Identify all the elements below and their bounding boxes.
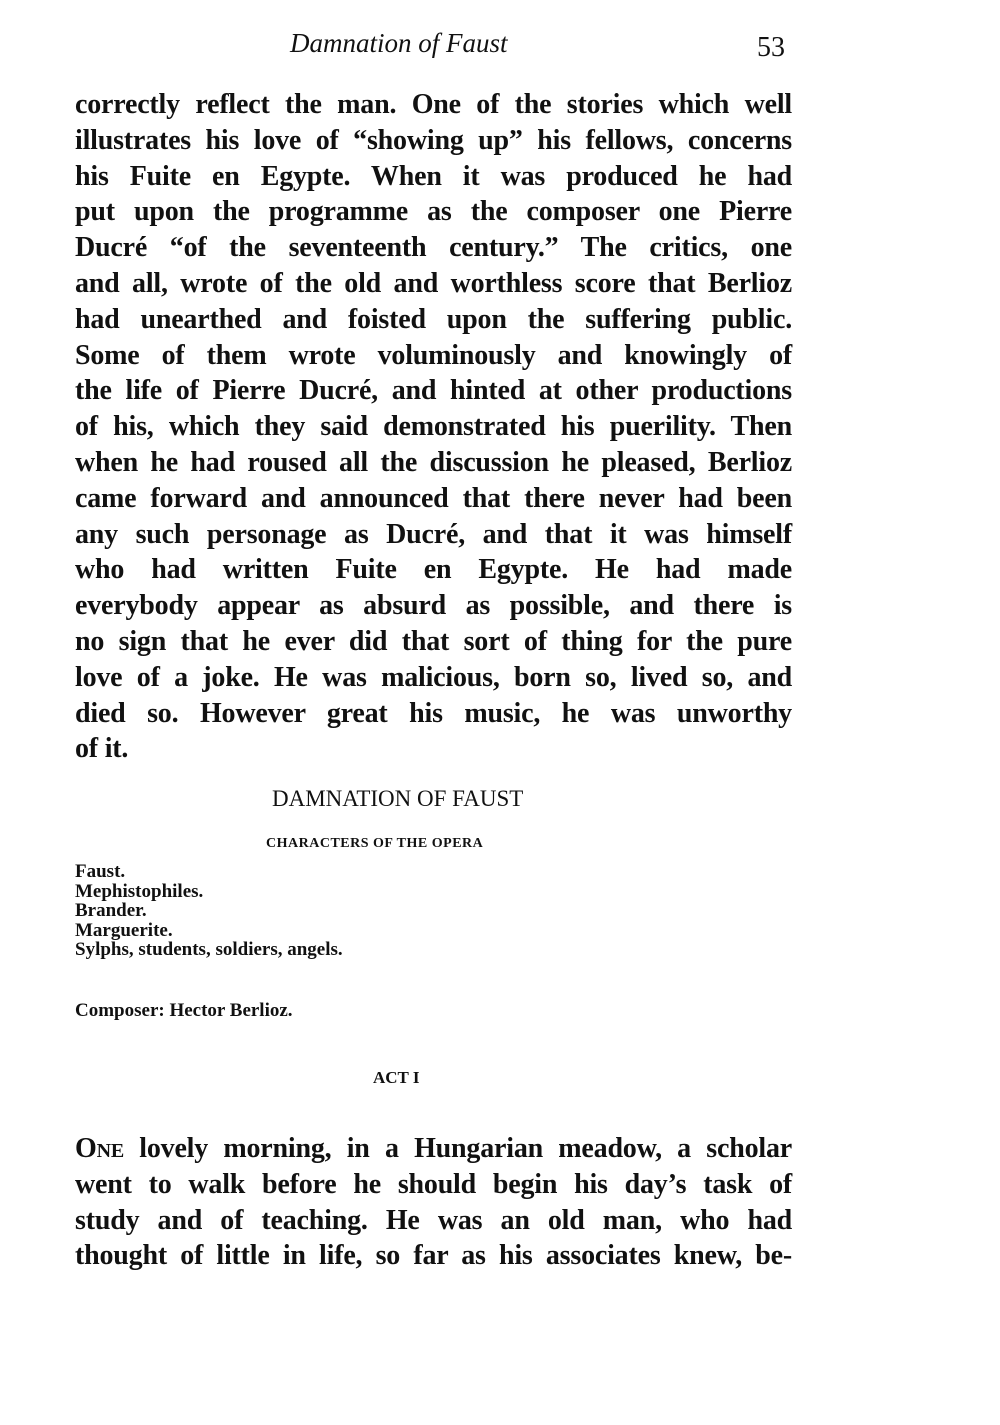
text-line: study and of teaching. He was an old man, who had bbox=[75, 1204, 792, 1236]
text-line: put upon the programme as the composer one Pierre bbox=[75, 196, 792, 228]
text-line: any such personage as Ducré, and that it was himself bbox=[75, 518, 792, 550]
text-line: everybody appear as absurd as possible, and there is bbox=[75, 590, 792, 622]
text-line: thought of little in life, so far as his associates knew, be- bbox=[75, 1240, 792, 1272]
text-line: the life of Pierre Ducré, and hinted at other productions bbox=[75, 375, 792, 407]
text-line: no sign that he ever did that sort of thing for the pure bbox=[75, 625, 792, 657]
text-line: died so. However great his music, he was unworthy bbox=[75, 697, 792, 729]
text-line: illustrates his love of “showing up” his fellows, concerns bbox=[75, 124, 792, 156]
text-line: came forward and announced that there never had been bbox=[75, 482, 792, 514]
text-line: Some of them wrote voluminously and knowingly of bbox=[75, 339, 792, 371]
section-title: DAMNATION OF FAUST bbox=[272, 786, 524, 811]
text-line bbox=[75, 1131, 792, 1167]
page-number: 53 bbox=[757, 32, 785, 63]
text-line: when he had roused all the discussion he pleased, Berlioz bbox=[75, 446, 792, 478]
text-line: love of a joke. He was malicious, born so, lived so, and bbox=[75, 661, 792, 693]
paragraph-1 bbox=[75, 87, 792, 767]
text-line: Ducré “of the seventeenth century.” The critics, one bbox=[75, 232, 792, 264]
drop-word: One bbox=[75, 1133, 124, 1164]
character-item: Faust. bbox=[75, 861, 126, 882]
line-text: lovely morning, in a Hungarian meadow, a scholar bbox=[123, 1133, 792, 1164]
text-line: had unearthed and foisted upon the suffering public. bbox=[75, 303, 792, 335]
character-list bbox=[75, 862, 343, 960]
text-line: his Fuite en Egypte. When it was produced he had bbox=[75, 160, 792, 192]
running-title: Damnation of Faust bbox=[290, 28, 508, 58]
paragraph-2 bbox=[75, 1131, 792, 1274]
text-line: of his, which they said demonstrated his puerility. Then bbox=[75, 411, 792, 443]
character-item: Marguerite. bbox=[75, 919, 173, 941]
text-line: went to walk before he should begin his day’s task of bbox=[75, 1168, 792, 1200]
character-item: Mephistophiles. bbox=[75, 880, 204, 902]
composer-line: Composer: Hector Berlioz. bbox=[75, 1000, 293, 1021]
act-heading: ACT I bbox=[373, 1068, 420, 1087]
character-item: Brander. bbox=[75, 900, 147, 921]
text-line: correctly reflect the man. One of the stories which well bbox=[75, 89, 792, 120]
text-line: who had written Fuite en Egypte. He had made bbox=[75, 554, 792, 586]
text-line: of it. bbox=[75, 733, 129, 765]
character-item: Sylphs, students, soldiers, angels. bbox=[75, 939, 343, 960]
text-line: and all, wrote of the old and worthless score that Berlioz bbox=[75, 267, 792, 299]
section-subtitle: CHARACTERS OF THE OPERA bbox=[266, 836, 484, 851]
